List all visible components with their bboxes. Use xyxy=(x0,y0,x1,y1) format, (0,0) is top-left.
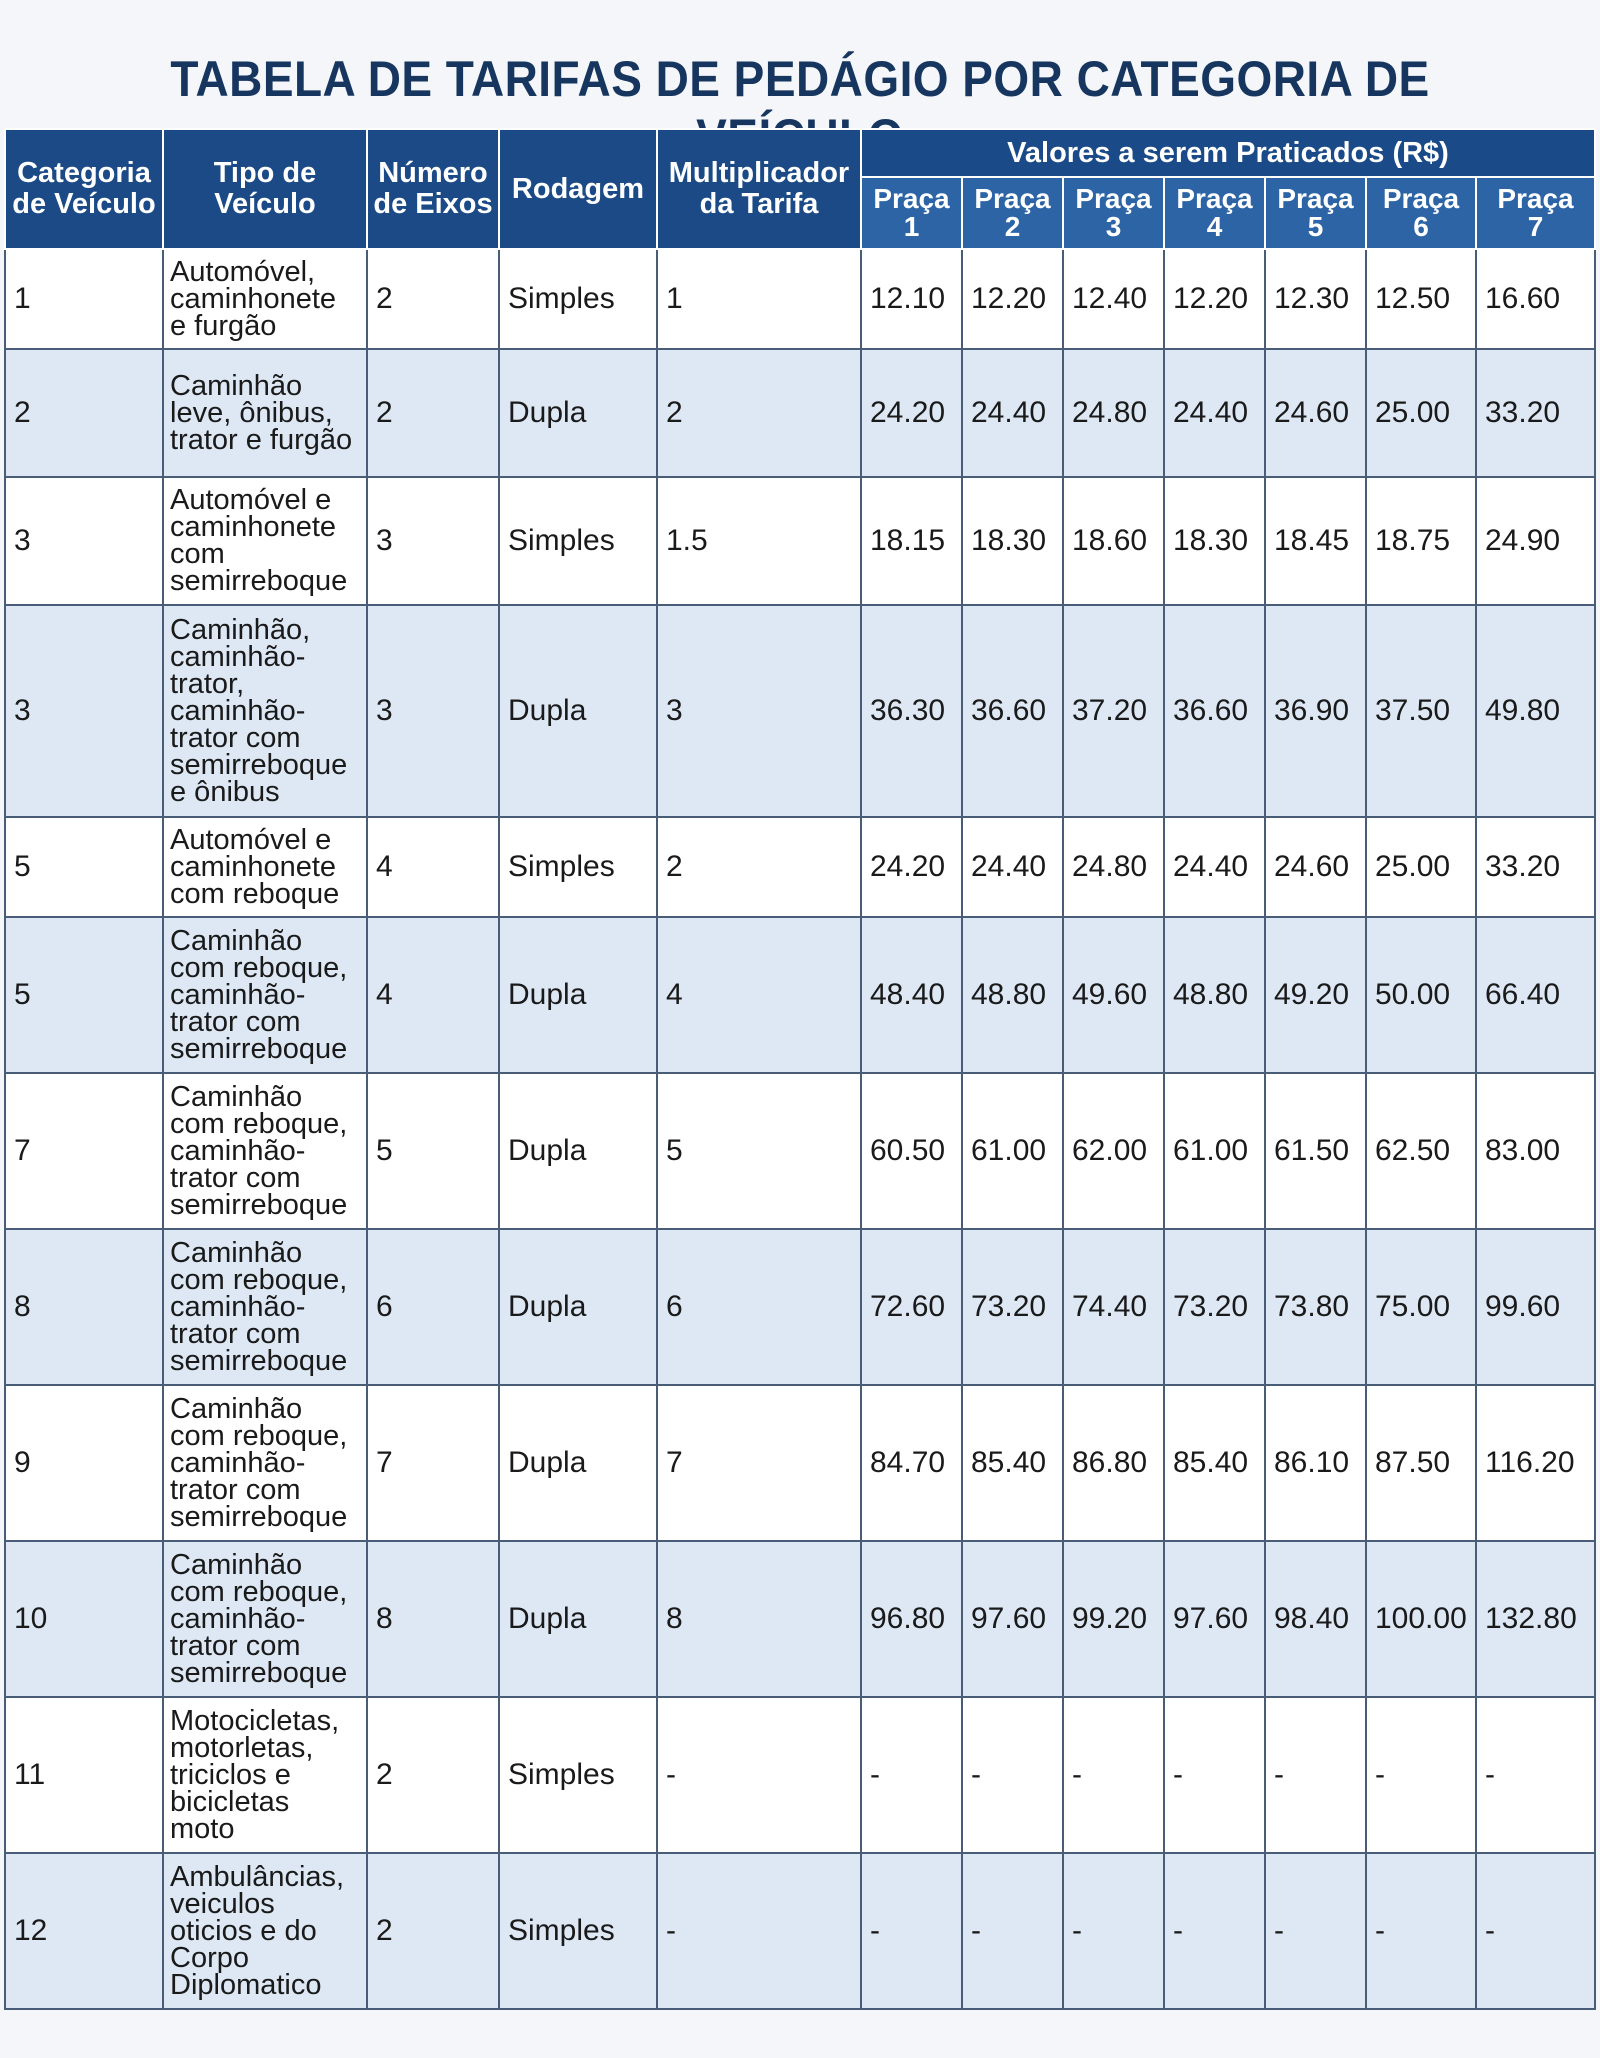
cell-tipo-veiculo: Caminhão com reboque, caminhão-trator com semirreboque xyxy=(163,1385,367,1541)
header-praca-5: Praça 5 xyxy=(1265,177,1366,249)
cell-praca-1: 48.40 xyxy=(861,917,962,1073)
header-praca-2: Praça 2 xyxy=(962,177,1063,249)
cell-praca-6: 62.50 xyxy=(1366,1073,1476,1229)
cell-rodagem: Simples xyxy=(499,1853,657,2009)
cell-praca-2: 36.60 xyxy=(962,605,1063,817)
cell-praca-4: - xyxy=(1164,1853,1265,2009)
cell-praca-5: 36.90 xyxy=(1265,605,1366,817)
cell-categoria: 10 xyxy=(5,1541,163,1697)
table-row xyxy=(5,1385,1595,1541)
cell-praca-7: 83.00 xyxy=(1476,1073,1595,1229)
table-row xyxy=(5,1697,1595,1853)
header-valores-group: Valores a serem Praticados (R$) xyxy=(861,129,1595,177)
cell-multiplicador: 5 xyxy=(657,1073,861,1229)
cell-praca-2: 48.80 xyxy=(962,917,1063,1073)
cell-multiplicador: 8 xyxy=(657,1541,861,1697)
cell-multiplicador: - xyxy=(657,1697,861,1853)
cell-praca-3: - xyxy=(1063,1697,1164,1853)
cell-praca-5: 61.50 xyxy=(1265,1073,1366,1229)
cell-categoria: 7 xyxy=(5,1073,163,1229)
cell-eixos: 4 xyxy=(367,817,499,917)
cell-praca-4: 73.20 xyxy=(1164,1229,1265,1385)
cell-eixos: 6 xyxy=(367,1229,499,1385)
cell-categoria: 3 xyxy=(5,605,163,817)
cell-rodagem: Dupla xyxy=(499,1073,657,1229)
table-row xyxy=(5,349,1595,477)
cell-praca-1: - xyxy=(861,1697,962,1853)
cell-praca-4: - xyxy=(1164,1697,1265,1853)
cell-praca-6: 25.00 xyxy=(1366,349,1476,477)
cell-eixos: 2 xyxy=(367,349,499,477)
cell-rodagem: Dupla xyxy=(499,917,657,1073)
cell-rodagem: Simples xyxy=(499,477,657,605)
cell-praca-1: 72.60 xyxy=(861,1229,962,1385)
cell-eixos: 8 xyxy=(367,1541,499,1697)
header-praca-3: Praça 3 xyxy=(1063,177,1164,249)
cell-praca-2: - xyxy=(962,1697,1063,1853)
cell-praca-5: - xyxy=(1265,1697,1366,1853)
cell-praca-7: 24.90 xyxy=(1476,477,1595,605)
cell-tipo-veiculo: Motocicletas, motorletas, triciclos e bicicletas moto xyxy=(163,1697,367,1853)
cell-eixos: 5 xyxy=(367,1073,499,1229)
table-row xyxy=(5,249,1595,349)
cell-praca-6: 12.50 xyxy=(1366,249,1476,349)
cell-praca-4: 61.00 xyxy=(1164,1073,1265,1229)
cell-praca-1: 24.20 xyxy=(861,817,962,917)
cell-praca-1: 18.15 xyxy=(861,477,962,605)
cell-praca-7: - xyxy=(1476,1697,1595,1853)
cell-multiplicador: 1.5 xyxy=(657,477,861,605)
page-title: TABELA DE TARIFAS DE PEDÁGIO POR CATEGORIA DE xyxy=(170,51,1430,107)
cell-praca-6: 50.00 xyxy=(1366,917,1476,1073)
header-eixos: Número de Eixos xyxy=(367,129,499,249)
cell-praca-3: 86.80 xyxy=(1063,1385,1164,1541)
header-praca-4: Praça 4 xyxy=(1164,177,1265,249)
cell-tipo-veiculo: Caminhão com reboque, caminhão-trator com semirreboque xyxy=(163,917,367,1073)
cell-tipo-veiculo: Automóvel e caminhonete com reboque xyxy=(163,817,367,917)
header-praca-1: Praça 1 xyxy=(861,177,962,249)
cell-praca-2: 18.30 xyxy=(962,477,1063,605)
toll-table xyxy=(4,128,1596,2010)
cell-multiplicador: - xyxy=(657,1853,861,2009)
cell-praca-4: 24.40 xyxy=(1164,349,1265,477)
cell-praca-1: 12.10 xyxy=(861,249,962,349)
cell-praca-5: 73.80 xyxy=(1265,1229,1366,1385)
cell-rodagem: Dupla xyxy=(499,1385,657,1541)
cell-praca-2: 85.40 xyxy=(962,1385,1063,1541)
cell-praca-1: - xyxy=(861,1853,962,2009)
cell-categoria: 9 xyxy=(5,1385,163,1541)
cell-eixos: 3 xyxy=(367,605,499,817)
table-row xyxy=(5,605,1595,817)
cell-rodagem: Dupla xyxy=(499,1541,657,1697)
cell-eixos: 7 xyxy=(367,1385,499,1541)
cell-praca-4: 24.40 xyxy=(1164,817,1265,917)
cell-praca-2: 12.20 xyxy=(962,249,1063,349)
cell-praca-7: - xyxy=(1476,1853,1595,2009)
cell-multiplicador: 6 xyxy=(657,1229,861,1385)
cell-praca-5: 86.10 xyxy=(1265,1385,1366,1541)
cell-praca-7: 132.80 xyxy=(1476,1541,1595,1697)
cell-praca-7: 49.80 xyxy=(1476,605,1595,817)
cell-praca-4: 48.80 xyxy=(1164,917,1265,1073)
cell-praca-2: 24.40 xyxy=(962,349,1063,477)
cell-praca-6: 87.50 xyxy=(1366,1385,1476,1541)
cell-rodagem: Dupla xyxy=(499,349,657,477)
header-praca-6: Praça 6 xyxy=(1366,177,1476,249)
cell-praca-6: 75.00 xyxy=(1366,1229,1476,1385)
cell-tipo-veiculo: Automóvel e caminhonete com semirreboque xyxy=(163,477,367,605)
cell-praca-3: 37.20 xyxy=(1063,605,1164,817)
cell-praca-6: 100.00 xyxy=(1366,1541,1476,1697)
cell-multiplicador: 7 xyxy=(657,1385,861,1541)
cell-praca-5: 49.20 xyxy=(1265,917,1366,1073)
cell-praca-3: 49.60 xyxy=(1063,917,1164,1073)
cell-praca-3: - xyxy=(1063,1853,1164,2009)
cell-rodagem: Dupla xyxy=(499,1229,657,1385)
cell-praca-4: 36.60 xyxy=(1164,605,1265,817)
cell-praca-4: 97.60 xyxy=(1164,1541,1265,1697)
cell-praca-7: 116.20 xyxy=(1476,1385,1595,1541)
cell-praca-7: 33.20 xyxy=(1476,817,1595,917)
cell-praca-2: 61.00 xyxy=(962,1073,1063,1229)
cell-categoria: 8 xyxy=(5,1229,163,1385)
cell-categoria: 11 xyxy=(5,1697,163,1853)
cell-eixos: 2 xyxy=(367,1697,499,1853)
cell-tipo-veiculo: Caminhão com reboque, caminhão-trator com semirreboque xyxy=(163,1229,367,1385)
cell-praca-6: 37.50 xyxy=(1366,605,1476,817)
table-row xyxy=(5,1229,1595,1385)
cell-praca-5: 24.60 xyxy=(1265,349,1366,477)
cell-eixos: 2 xyxy=(367,1853,499,2009)
cell-rodagem: Simples xyxy=(499,249,657,349)
cell-praca-6: 18.75 xyxy=(1366,477,1476,605)
cell-eixos: 3 xyxy=(367,477,499,605)
cell-praca-5: 12.30 xyxy=(1265,249,1366,349)
cell-praca-3: 74.40 xyxy=(1063,1229,1164,1385)
cell-praca-3: 99.20 xyxy=(1063,1541,1164,1697)
cell-categoria: 2 xyxy=(5,349,163,477)
cell-tipo-veiculo: Ambulâncias, veiculos oticios e do Corpo Diplomatico xyxy=(163,1853,367,2009)
cell-categoria: 3 xyxy=(5,477,163,605)
cell-praca-1: 24.20 xyxy=(861,349,962,477)
cell-categoria: 1 xyxy=(5,249,163,349)
cell-eixos: 4 xyxy=(367,917,499,1073)
cell-tipo-veiculo: Caminhão leve, ônibus, trator e furgão xyxy=(163,349,367,477)
cell-praca-6: 25.00 xyxy=(1366,817,1476,917)
cell-rodagem: Dupla xyxy=(499,605,657,817)
cell-praca-2: 24.40 xyxy=(962,817,1063,917)
cell-praca-2: - xyxy=(962,1853,1063,2009)
cell-praca-5: - xyxy=(1265,1853,1366,2009)
cell-praca-3: 24.80 xyxy=(1063,817,1164,917)
cell-tipo-veiculo: Automóvel, caminhonete e furgão xyxy=(163,249,367,349)
cell-praca-3: 12.40 xyxy=(1063,249,1164,349)
cell-categoria: 5 xyxy=(5,817,163,917)
cell-praca-1: 36.30 xyxy=(861,605,962,817)
cell-praca-3: 62.00 xyxy=(1063,1073,1164,1229)
table-row xyxy=(5,917,1595,1073)
cell-praca-6: - xyxy=(1366,1853,1476,2009)
cell-praca-4: 18.30 xyxy=(1164,477,1265,605)
cell-tipo-veiculo: Caminhão com reboque, caminhão-trator com semirreboque xyxy=(163,1541,367,1697)
cell-eixos: 2 xyxy=(367,249,499,349)
cell-multiplicador: 2 xyxy=(657,349,861,477)
table-row xyxy=(5,1853,1595,2009)
cell-praca-3: 24.80 xyxy=(1063,349,1164,477)
cell-praca-7: 66.40 xyxy=(1476,917,1595,1073)
cell-praca-6: - xyxy=(1366,1697,1476,1853)
cell-praca-7: 33.20 xyxy=(1476,349,1595,477)
cell-praca-5: 24.60 xyxy=(1265,817,1366,917)
cell-praca-2: 73.20 xyxy=(962,1229,1063,1385)
table-row xyxy=(5,1073,1595,1229)
cell-tipo-veiculo: Caminhão, caminhão-trator, caminhão-trator com semirreboque e ônibus xyxy=(163,605,367,817)
table-row xyxy=(5,817,1595,917)
cell-rodagem: Simples xyxy=(499,817,657,917)
cell-multiplicador: 1 xyxy=(657,249,861,349)
header-tipo: Tipo de Veículo xyxy=(163,129,367,249)
cell-multiplicador: 3 xyxy=(657,605,861,817)
header-categoria: Categoria de Veículo xyxy=(5,129,163,249)
cell-praca-4: 85.40 xyxy=(1164,1385,1265,1541)
cell-tipo-veiculo: Caminhão com reboque, caminhão-trator com semirreboque xyxy=(163,1073,367,1229)
table-row xyxy=(5,477,1595,605)
cell-praca-7: 99.60 xyxy=(1476,1229,1595,1385)
cell-categoria: 5 xyxy=(5,917,163,1073)
cell-praca-1: 60.50 xyxy=(861,1073,962,1229)
cell-praca-5: 98.40 xyxy=(1265,1541,1366,1697)
cell-rodagem: Simples xyxy=(499,1697,657,1853)
cell-praca-7: 16.60 xyxy=(1476,249,1595,349)
cell-praca-3: 18.60 xyxy=(1063,477,1164,605)
cell-praca-1: 84.70 xyxy=(861,1385,962,1541)
cell-multiplicador: 2 xyxy=(657,817,861,917)
cell-categoria: 12 xyxy=(5,1853,163,2009)
cell-multiplicador: 4 xyxy=(657,917,861,1073)
cell-praca-1: 96.80 xyxy=(861,1541,962,1697)
cell-praca-2: 97.60 xyxy=(962,1541,1063,1697)
cell-praca-4: 12.20 xyxy=(1164,249,1265,349)
cell-praca-5: 18.45 xyxy=(1265,477,1366,605)
header-rodagem: Rodagem xyxy=(499,129,657,249)
header-praca-7: Praça 7 xyxy=(1476,177,1595,249)
table-row xyxy=(5,1541,1595,1697)
header-multiplicador: Multiplicador da Tarifa xyxy=(657,129,861,249)
